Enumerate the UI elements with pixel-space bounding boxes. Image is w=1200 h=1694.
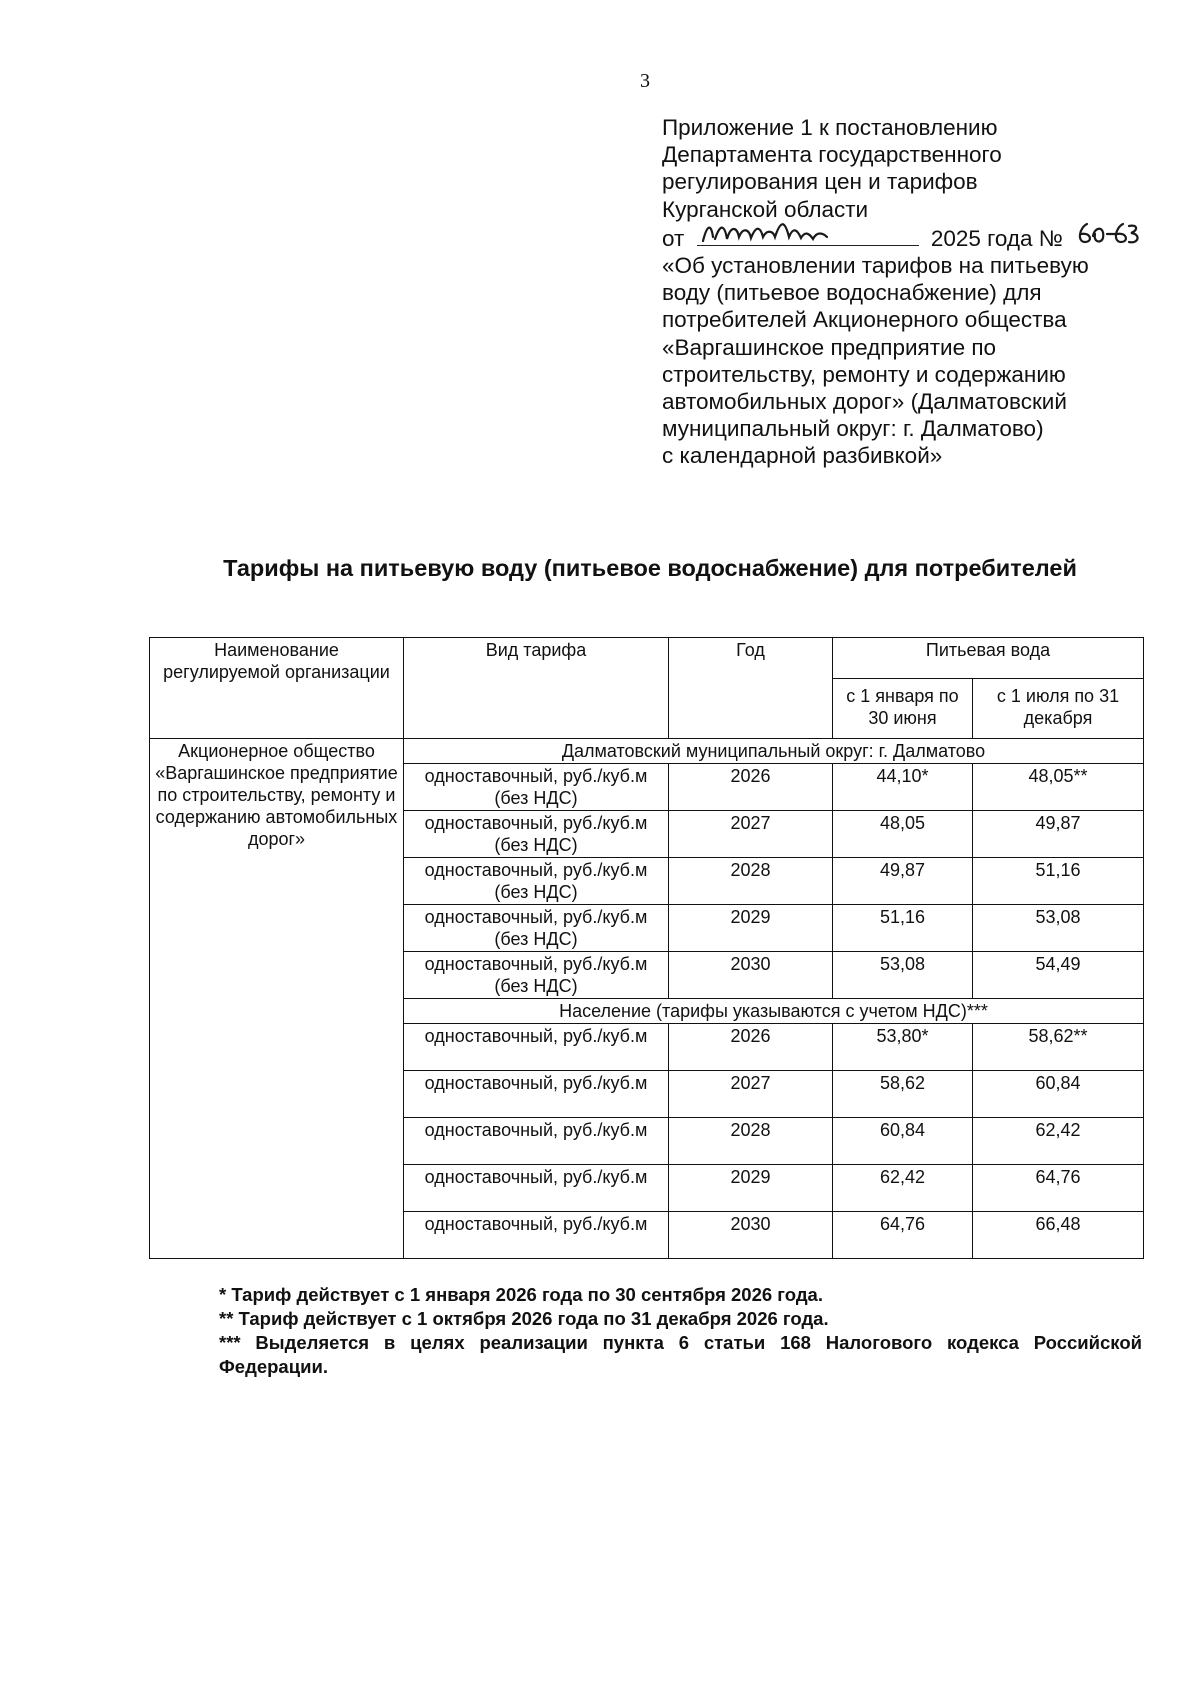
period-2-value: 51,16	[973, 858, 1144, 905]
appendix-line: Департамента государственного	[662, 142, 1002, 168]
period-1-value: 44,10*	[833, 764, 973, 811]
period-2-value: 49,87	[973, 811, 1144, 858]
page-number: 3	[640, 70, 650, 92]
year-number-label: 2025 года №	[930, 225, 1063, 251]
appendix-line: Приложение 1 к постановлению	[662, 115, 998, 140]
from-label: от	[662, 225, 685, 251]
tariff-type-cell: одноставочный, руб./куб.м	[404, 1118, 669, 1165]
tariff-type-cell: одноставочный, руб./куб.м (без НДС)	[404, 811, 669, 858]
period-1-value: 49,87	[833, 858, 973, 905]
period-1-value: 53,08	[833, 952, 973, 999]
document-title: Тарифы на питьевую воду (питьевое водоснабжение) для потребителей	[223, 555, 1077, 581]
period-1-value: 48,05	[833, 811, 973, 858]
year-cell: 2030	[669, 1212, 833, 1259]
appendix-line: «Варгашинское предприятие по	[662, 334, 997, 360]
tariff-type-cell: одноставочный, руб./куб.м	[404, 1024, 669, 1071]
table-header-row	[150, 638, 1144, 679]
handwritten-date-signature	[697, 223, 919, 246]
year-cell: 2027	[669, 1071, 833, 1118]
year-cell: 2028	[669, 858, 833, 905]
footnote: *** Выделяется в целях реализации пункта 6 статьи 168 Налогового кодекса Российской Федерации.	[219, 1332, 1142, 1377]
period-2-value: 66,48	[973, 1212, 1144, 1259]
year-cell: 2028	[669, 1118, 833, 1165]
tariff-type-cell: одноставочный, руб./куб.м (без НДС)	[404, 858, 669, 905]
appendix-line: строительству, ремонту и содержанию	[662, 361, 1066, 387]
footnote: * Тариф действует с 1 января 2026 года по 30 сентября 2026 года.	[219, 1284, 823, 1305]
header-year: Год	[669, 638, 833, 739]
header-period-1: с 1 января по 30 июня	[833, 679, 973, 739]
header-tariff-type: Вид тарифа	[404, 638, 669, 739]
footnote: ** Тариф действует с 1 октября 2026 года по 31 декабря 2026 года.	[219, 1308, 829, 1329]
section-title: Далматовский муниципальный округ: г. Далматово	[404, 739, 1144, 764]
handwritten-date-signature-icon	[697, 217, 919, 247]
organization-cell: Акционерное общество «Варгашинское предприятие по строительству, ремонту и содержанию автомобильных дорог»	[150, 739, 404, 1259]
period-2-value: 58,62**	[973, 1024, 1144, 1071]
tariff-type-cell: одноставочный, руб./куб.м (без НДС)	[404, 905, 669, 952]
decree-reference-line	[662, 223, 1182, 252]
tariff-type-cell: одноставочный, руб./куб.м (без НДС)	[404, 764, 669, 811]
period-1-value: 58,62	[833, 1071, 973, 1118]
section-title: Население (тарифы указываются с учетом НДС)***	[404, 999, 1144, 1024]
appendix-line: Курганской области	[662, 196, 869, 222]
period-2-value: 64,76	[973, 1165, 1144, 1212]
tariff-type-cell: одноставочный, руб./куб.м	[404, 1165, 669, 1212]
period-1-value: 60,84	[833, 1118, 973, 1165]
period-1-value: 53,80*	[833, 1024, 973, 1071]
year-cell: 2026	[669, 764, 833, 811]
period-2-value: 53,08	[973, 905, 1144, 952]
header-period-2: с 1 июля по 31 декабря	[973, 679, 1144, 739]
period-2-value: 62,42	[973, 1118, 1144, 1165]
period-1-value: 62,42	[833, 1165, 973, 1212]
period-2-value: 54,49	[973, 952, 1144, 999]
year-cell: 2029	[669, 1165, 833, 1212]
period-2-value: 60,84	[973, 1071, 1144, 1118]
year-cell: 2030	[669, 952, 833, 999]
footnotes	[149, 1283, 1142, 1379]
period-1-value: 64,76	[833, 1212, 973, 1259]
period-2-value: 48,05**	[973, 764, 1144, 811]
header-org: Наименование регулируемой организации	[150, 638, 404, 739]
handwritten-decree-number	[1073, 224, 1143, 246]
appendix-line: муниципальный округ: г. Далматово)	[662, 416, 1044, 442]
appendix-block	[662, 114, 1182, 470]
year-cell: 2026	[669, 1024, 833, 1071]
table-section-row	[150, 739, 1144, 764]
appendix-line: воду (питьевое водоснабжение) для	[662, 280, 1042, 306]
header-drinking-water: Питьевая вода	[833, 638, 1144, 679]
appendix-line: потребителей Акционерного общества	[662, 307, 1067, 333]
tariff-type-cell: одноставочный, руб./куб.м (без НДС)	[404, 952, 669, 999]
appendix-line: «Об установлении тарифов на питьевую	[662, 253, 1089, 279]
appendix-line: с календарной разбивкой»	[662, 443, 943, 469]
tariff-type-cell: одноставочный, руб./куб.м	[404, 1212, 669, 1259]
tariff-table	[149, 637, 1144, 1259]
year-cell: 2029	[669, 905, 833, 952]
period-1-value: 51,16	[833, 905, 973, 952]
handwritten-number-icon	[1073, 218, 1143, 248]
tariff-type-cell: одноставочный, руб./куб.м	[404, 1071, 669, 1118]
appendix-line: регулирования цен и тарифов	[662, 169, 978, 195]
appendix-line: автомобильных дорог» (Далматовский	[662, 389, 1067, 415]
year-cell: 2027	[669, 811, 833, 858]
